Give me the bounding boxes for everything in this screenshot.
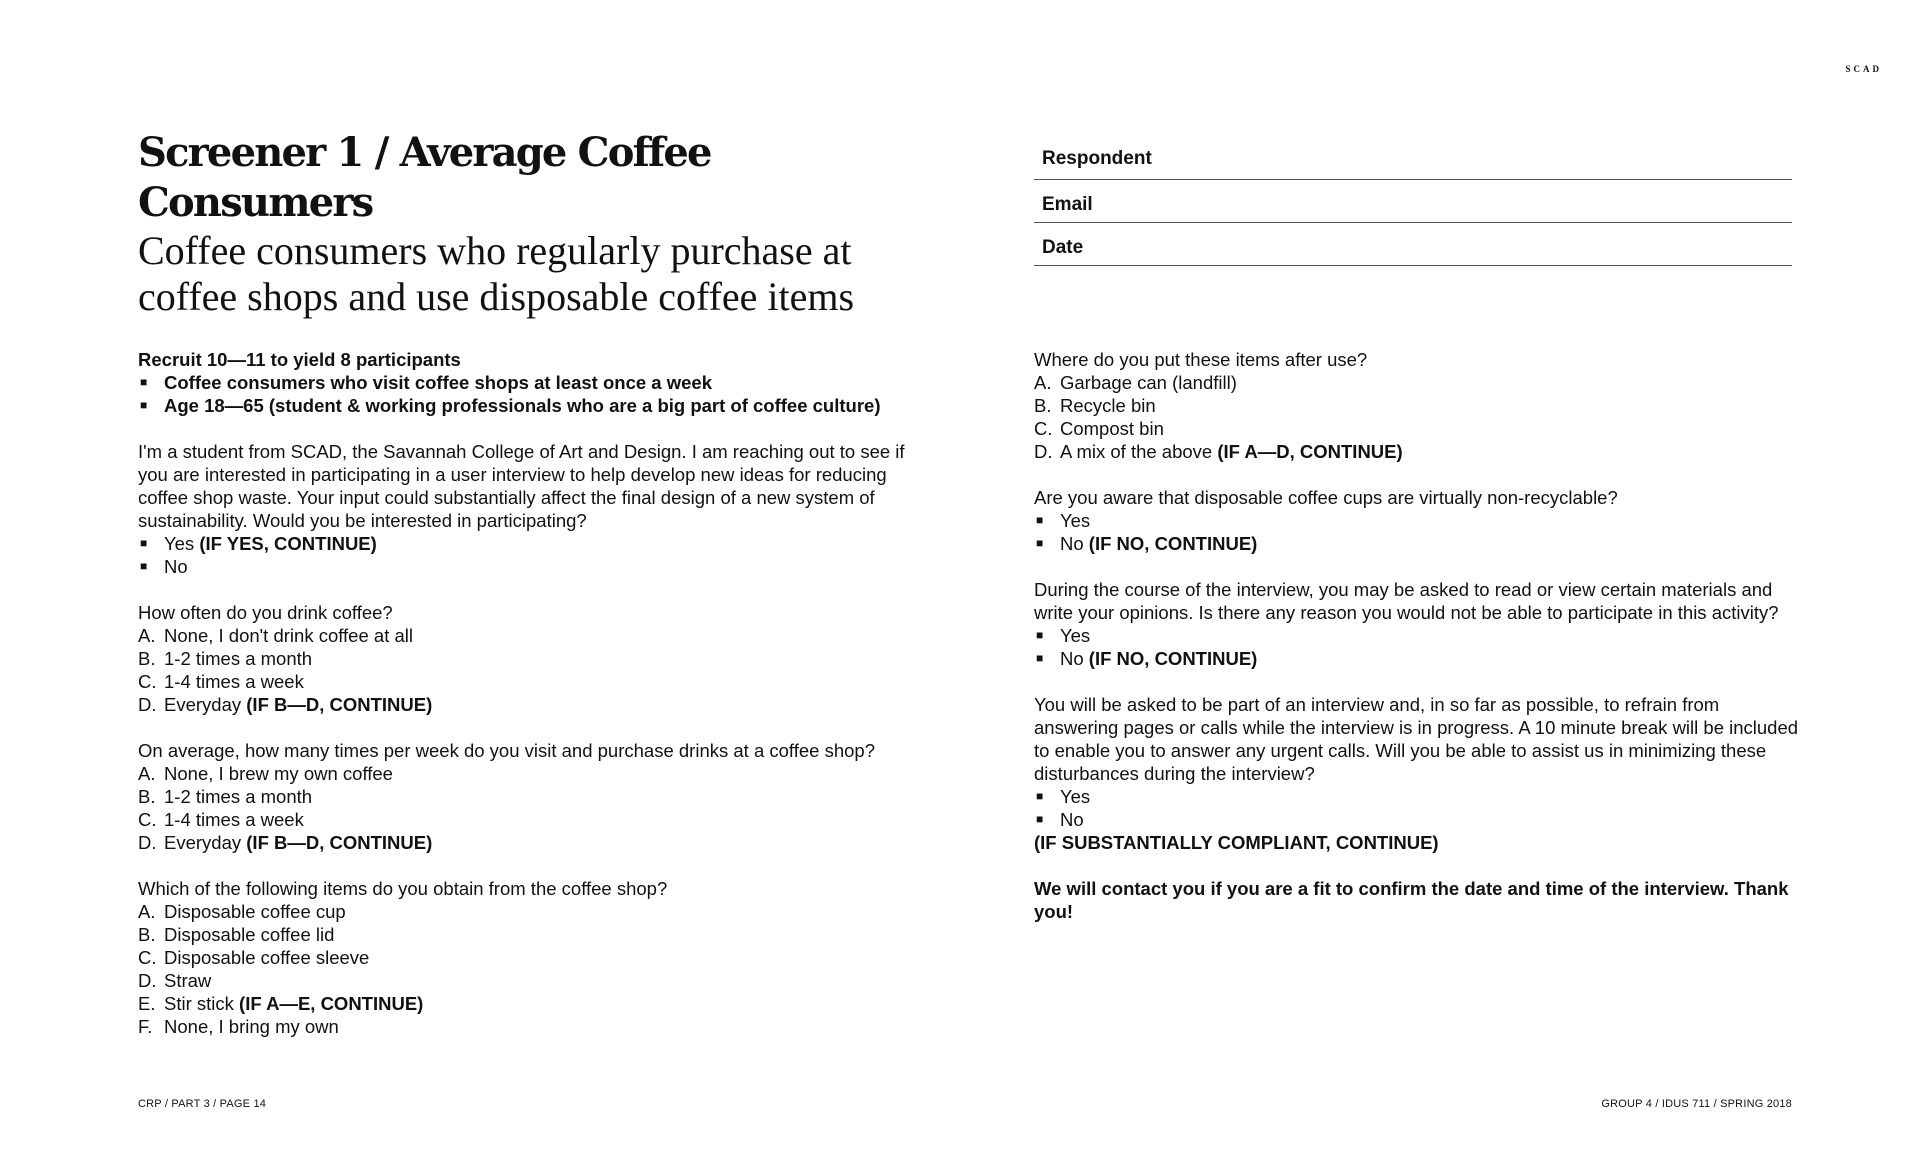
closing-text: We will contact you if you are a fit to confirm the date and time of the interview. Thank you! <box>1034 878 1789 922</box>
option-letter: D. <box>138 832 157 853</box>
answer-option <box>138 900 918 923</box>
question-disturbances <box>1034 693 1804 854</box>
recruit-bullet-text: Age 18—65 (student & working professionals who are a big part of coffee culture) <box>164 395 881 416</box>
option-text: Disposable coffee cup <box>164 901 346 922</box>
answer-option <box>138 693 918 716</box>
bullet-icon: ■ <box>1036 651 1044 665</box>
question-text: Where do you put these items after use? <box>1034 349 1368 370</box>
question-text: During the course of the interview, you may be asked to read or view certain materials and write your opinions. Is there any reason you would not be able to participate in this activity? <box>1034 579 1779 623</box>
option-text: Straw <box>164 970 212 991</box>
email-field[interactable]: Email <box>1034 180 1792 223</box>
option-text: 1-4 times a week <box>164 671 304 692</box>
option-text: Stir stick <box>164 993 234 1014</box>
answer-option <box>138 1015 918 1038</box>
right-column <box>1034 348 1804 946</box>
page-subtitle: Coffee consumers who regularly purchase at coffee shops and use disposable coffee items <box>138 228 855 319</box>
answer-option <box>138 946 918 969</box>
option-letter: C. <box>1034 418 1053 439</box>
compliance-note: (IF SUBSTANTIALLY COMPLIANT, CONTINUE) <box>1034 832 1439 853</box>
option-letter: A. <box>1034 372 1052 393</box>
option-text: None, I don't drink coffee at all <box>164 625 413 646</box>
answer-option <box>138 992 918 1015</box>
date-field[interactable]: Date <box>1034 223 1792 266</box>
option-note: (IF YES, CONTINUE) <box>199 533 377 554</box>
option-letter: D. <box>1034 441 1053 462</box>
option-letter: A. <box>138 763 156 784</box>
option-text: Yes <box>164 533 195 554</box>
answer-option <box>1034 417 1804 440</box>
option-letter: C. <box>138 809 157 830</box>
option-text: Yes <box>1060 786 1091 807</box>
left-column <box>138 348 918 1061</box>
bullet-icon: ■ <box>140 559 148 573</box>
respondent-fields <box>1034 138 1792 266</box>
option-text: None, I brew my own coffee <box>164 763 393 784</box>
question-drink-frequency <box>138 601 918 716</box>
title-block <box>138 128 938 320</box>
option-letter: B. <box>138 786 156 807</box>
page-title: Screener 1 / Average Coffee Consumers <box>138 129 711 226</box>
option-letter: F. <box>138 1016 153 1037</box>
bullet-icon: ■ <box>1036 536 1044 550</box>
option-letter: C. <box>138 671 157 692</box>
recruit-heading: Recruit 10—11 to yield 8 participants <box>138 349 461 370</box>
respondent-field[interactable]: Respondent <box>1034 138 1792 180</box>
scad-logo: SCAD <box>1845 64 1882 74</box>
answer-option <box>1034 647 1804 670</box>
recruit-bullet-text: Coffee consumers who visit coffee shops at least once a week <box>164 372 712 393</box>
answer-option <box>1034 371 1804 394</box>
answer-option <box>1034 785 1804 808</box>
option-text: No <box>1060 648 1084 669</box>
option-text: None, I bring my own <box>164 1016 339 1037</box>
option-text: Recycle bin <box>1060 395 1156 416</box>
option-letter: D. <box>138 694 157 715</box>
option-text: No <box>1060 533 1084 554</box>
option-text: No <box>1060 809 1084 830</box>
option-text: Yes <box>1060 625 1091 646</box>
option-letter: C. <box>138 947 157 968</box>
question-disposal <box>1034 348 1804 463</box>
intro-text: I'm a student from SCAD, the Savannah College of Art and Design. I am reaching out to see if you are interested in participating in a user interview to help develop new ideas for reducing coffee shop waste. Your input could substantially affect the final design of a new system of sustainability. Would you be interested in participating? <box>138 441 905 531</box>
footer-right: GROUP 4 / IDUS 711 / SPRING 2018 <box>1601 1098 1792 1110</box>
question-text: Which of the following items do you obtain from the coffee shop? <box>138 878 668 899</box>
bullet-icon: ■ <box>1036 812 1044 826</box>
answer-option <box>138 647 918 670</box>
intro-option-no <box>138 555 918 578</box>
intro-option-yes <box>138 532 918 555</box>
option-text: Disposable coffee sleeve <box>164 947 370 968</box>
option-text: Everyday <box>164 832 242 853</box>
option-text: Garbage can (landfill) <box>1060 372 1237 393</box>
answer-option <box>138 624 918 647</box>
answer-option <box>138 670 918 693</box>
answer-option <box>1034 394 1804 417</box>
option-letter: D. <box>138 970 157 991</box>
option-letter: B. <box>1034 395 1052 416</box>
question-text: You will be asked to be part of an interview and, in so far as possible, to refrain from answering pages or calls while the interview is in progress. A 10 minute break will be included to enable you to answer any urgent calls. Will you be able to assist us in minimizing these disturbances during the interview? <box>1034 694 1799 784</box>
recruit-bullet <box>138 394 918 417</box>
option-letter: B. <box>138 648 156 669</box>
option-text: Compost bin <box>1060 418 1164 439</box>
answer-option <box>138 785 918 808</box>
recruit-section <box>138 348 918 417</box>
bullet-icon: ■ <box>140 536 148 550</box>
answer-option <box>138 969 918 992</box>
question-participation <box>1034 578 1804 670</box>
question-text: On average, how many times per week do you visit and purchase drinks at a coffee shop? <box>138 740 875 761</box>
bullet-icon: ■ <box>1036 513 1044 527</box>
option-text: 1-2 times a month <box>164 786 313 807</box>
option-note: (IF NO, CONTINUE) <box>1088 648 1258 669</box>
question-visit-frequency <box>138 739 918 854</box>
option-note: (IF B—D, CONTINUE) <box>246 832 433 853</box>
answer-option <box>1034 532 1804 555</box>
option-letter: B. <box>138 924 156 945</box>
bullet-icon: ■ <box>1036 628 1044 642</box>
option-text: No <box>164 556 188 577</box>
bullet-icon: ■ <box>140 398 148 412</box>
option-text: Everyday <box>164 694 242 715</box>
option-note: (IF B—D, CONTINUE) <box>246 694 433 715</box>
intro-section <box>138 440 918 578</box>
recruit-bullet <box>138 371 918 394</box>
option-text: 1-2 times a month <box>164 648 313 669</box>
option-note: (IF NO, CONTINUE) <box>1088 533 1258 554</box>
option-text: Disposable coffee lid <box>164 924 335 945</box>
option-text: 1-4 times a week <box>164 809 304 830</box>
answer-option <box>1034 624 1804 647</box>
footer-left: CRP / PART 3 / PAGE 14 <box>138 1098 267 1110</box>
option-note: (IF A—D, CONTINUE) <box>1217 441 1403 462</box>
answer-option <box>138 808 918 831</box>
option-letter: A. <box>138 625 156 646</box>
option-text: Yes <box>1060 510 1091 531</box>
answer-option <box>1034 808 1804 831</box>
answer-option <box>138 923 918 946</box>
answer-option <box>1034 440 1804 463</box>
answer-option <box>1034 509 1804 532</box>
option-letter: A. <box>138 901 156 922</box>
question-text: Are you aware that disposable coffee cups are virtually non-recyclable? <box>1034 487 1618 508</box>
bullet-icon: ■ <box>1036 789 1044 803</box>
option-letter: E. <box>138 993 156 1014</box>
bullet-icon: ■ <box>140 375 148 389</box>
option-text: A mix of the above <box>1060 441 1213 462</box>
answer-option <box>138 762 918 785</box>
question-recyclable-awareness <box>1034 486 1804 555</box>
answer-option <box>138 831 918 854</box>
question-text: How often do you drink coffee? <box>138 602 393 623</box>
option-note: (IF A—E, CONTINUE) <box>239 993 424 1014</box>
question-items-obtained <box>138 877 918 1038</box>
